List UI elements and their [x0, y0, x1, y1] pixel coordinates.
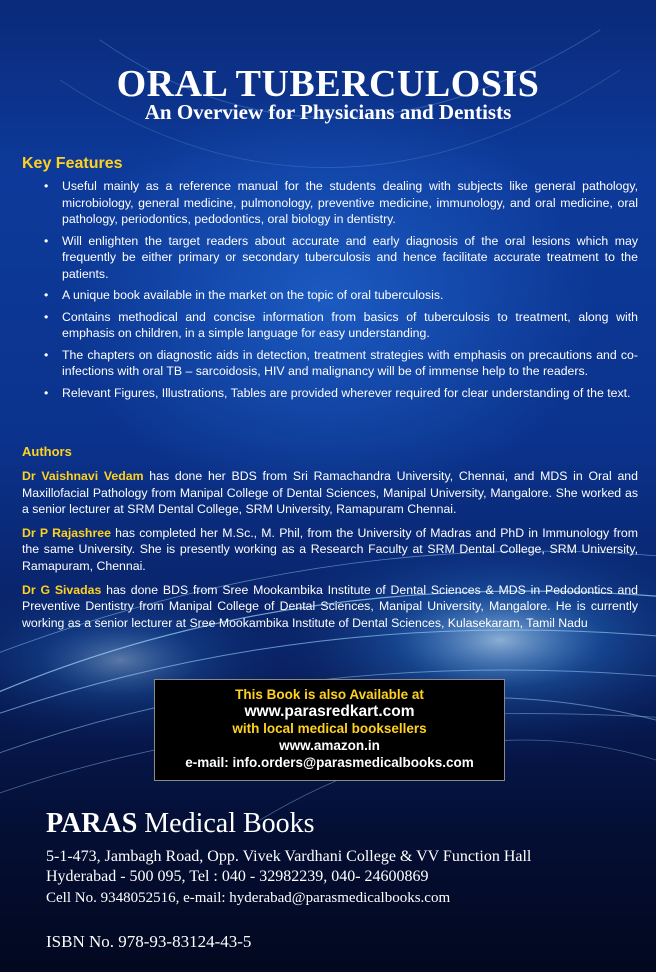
- author-bio: has done BDS from Sree Mookambika Institute of Dental Sciences & MDS in Pedodontics and Preventive Dentistry from Manipal College of Dental Sciences, Manipal University, Mangalore. He is currently working as a senior lecturer at Sree Mookambika Institute of Dental Sciences, Kulasekaram, Tamil Nadu: [22, 582, 638, 630]
- publisher-address-line: Hyderabad - 500 095, Tel : 040 - 32982239, 040- 24600869: [46, 868, 429, 885]
- author-entry: [22, 468, 638, 518]
- availability-heading: This Book is also Available at: [235, 687, 424, 702]
- booksellers-note: with local medical booksellers: [232, 721, 427, 736]
- website-link[interactable]: www.parasredkart.com: [244, 703, 415, 720]
- amazon-link[interactable]: www.amazon.in: [279, 738, 380, 753]
- feature-item: • Contains methodical and concise information from basics of tuberculosis to treatment, along with emphasis on children, in a simple language for easy understanding.: [40, 309, 638, 342]
- availability-box: [154, 679, 505, 781]
- author-entry: [22, 525, 638, 575]
- isbn: ISBN No. 978-93-83124-43-5: [46, 932, 252, 951]
- author-name: Dr G Sivadas: [22, 582, 102, 597]
- feature-item: • Useful mainly as a reference manual for the students dealing with subjects like general pathology, microbiology, general medicine, pulmonology, preventive medicine, immunology, and oral medicine, oral pathology, periodontics, pedodontics, oral biology in dentistry.: [40, 178, 638, 228]
- publisher-name: [46, 808, 315, 840]
- feature-item: • The chapters on diagnostic aids in detection, treatment strategies with emphasis on precautions and co-infections with oral TB – sarcoidosis, HIV and malignancy will be of immense help to the readers.: [40, 347, 638, 380]
- book-title: ORAL TUBERCULOSIS: [116, 63, 540, 105]
- authors-heading: Authors: [22, 444, 72, 459]
- feature-item: • Relevant Figures, Illustrations, Tables are provided wherever required for clear understanding of the text.: [40, 385, 638, 402]
- publisher-name-rest: Medical Books: [137, 808, 315, 839]
- publisher-name-bold: PARAS: [46, 808, 138, 839]
- key-features-list: [40, 178, 638, 406]
- feature-item: • Will enlighten the target readers about accurate and early diagnosis of the oral lesions which may frequently be either primary or secondary tuberculosis and hence facilitate accurate treatment to the patients.: [40, 233, 638, 283]
- author-name: Dr Vaishnavi Vedam: [22, 469, 144, 483]
- feature-item: • A unique book available in the market on the topic of oral tuberculosis.: [40, 287, 638, 304]
- authors-section: [22, 468, 638, 638]
- author-bio: has done her BDS from Sri Ramachandra University, Chennai, and MDS in Oral and Maxillofacial Pathology from Manipal College of Dental Sciences, Manipal University, Mangalore. She worked as a senior lecturer at SRM Dental College, SRM University, Ramapuram Chennai.: [22, 469, 638, 517]
- author-entry: [22, 582, 638, 632]
- key-features-heading: Key Features: [22, 155, 123, 172]
- publisher-address-line: 5-1-473, Jambagh Road, Opp. Vivek Vardhani College & VV Function Hall: [46, 848, 532, 865]
- author-name: Dr P Rajashree: [22, 525, 111, 540]
- author-bio: has completed her M.Sc., M. Phil, from the University of Madras and PhD in Immunology from the same University. She is presently working as a Research Faculty at SRM Dental College, SRM University, Ramapuram, Chennai.: [22, 525, 639, 573]
- orders-email[interactable]: e-mail: info.orders@parasmedicalbooks.com: [185, 755, 474, 770]
- book-subtitle: An Overview for Physicians and Dentists: [144, 100, 512, 124]
- publisher-contact: Cell No. 9348052516, e-mail: hyderabad@parasmedicalbooks.com: [46, 890, 451, 906]
